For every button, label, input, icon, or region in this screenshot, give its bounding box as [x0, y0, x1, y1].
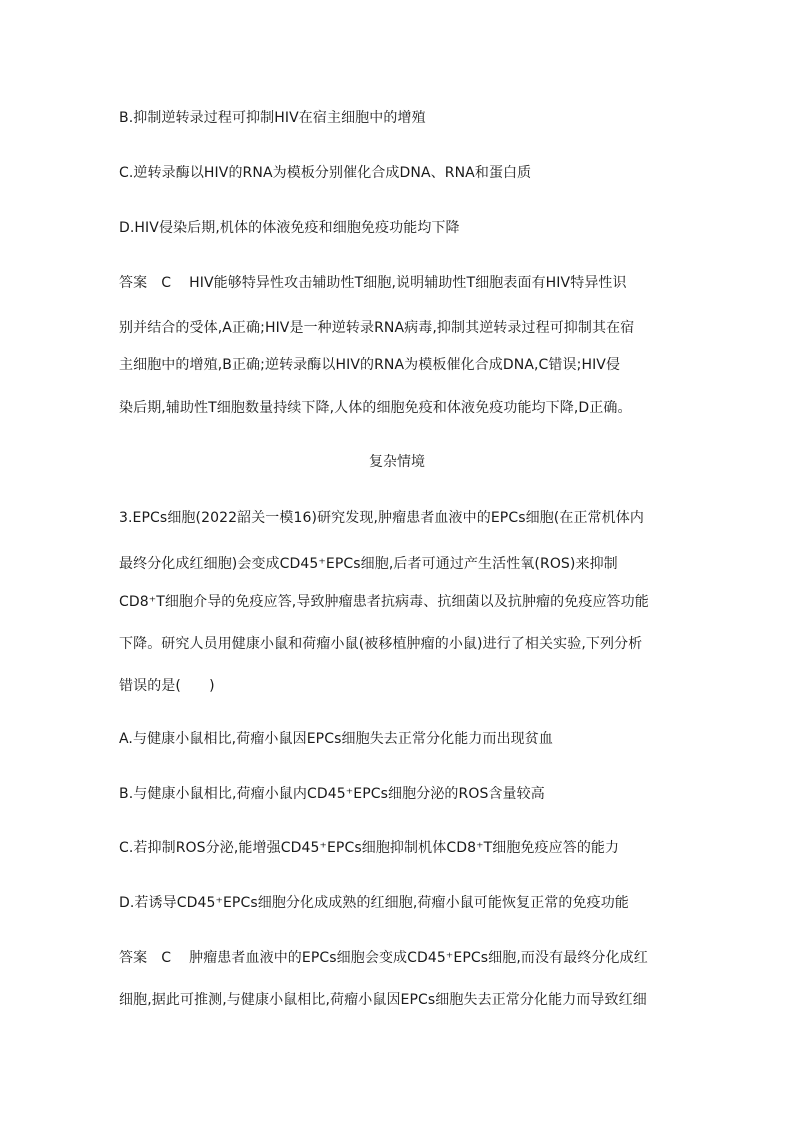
q3-option-d: D.若诱导CD45⁺EPCs细胞分化成成熟的红细胞,荷瘤小鼠可能恢复正常的免疫功能: [119, 895, 629, 911]
q3-stem-line: 3.EPCs细胞(2022韶关一模16)研究发现,肿瘤患者血液中的EPCs细胞(在正常机体内: [119, 510, 644, 526]
q3-answer-label: 答案: [119, 950, 148, 966]
q3-answer-line: [119, 948, 648, 968]
q3-stem-line: 下降。研究人员用健康小鼠和荷瘤小鼠(被移植肿瘤的小鼠)进行了相关实验,下列分析: [119, 636, 643, 652]
q3-stem-line: 错误的是( ): [119, 678, 215, 694]
q3-answer-letter: C: [161, 950, 172, 966]
q2-answer-line: [119, 273, 627, 293]
section-title: 复杂情境: [369, 454, 425, 470]
q2-explanation-line: 染后期,辅助性T细胞数量持续下降,人体的细胞免疫和体液免疫功能均下降,D正确。: [119, 400, 632, 416]
q2-answer-label: 答案: [119, 275, 148, 291]
q3-explanation-line: 细胞,据此可推测,与健康小鼠相比,荷瘤小鼠因EPCs细胞失去正常分化能力而导致红细: [119, 992, 647, 1008]
q2-answer-letter: C: [161, 275, 172, 291]
q2-explanation-line: 别并结合的受体,A正确;HIV是一种逆转录RNA病毒,抑制其逆转录过程可抑制其在宿: [119, 320, 635, 336]
q2-option-d: D.HIV侵染后期,机体的体液免疫和细胞免疫功能均下降: [119, 220, 460, 236]
q2-explanation-line: HIV能够特异性攻击辅助性T细胞,说明辅助性T细胞表面有HIV特异性识: [189, 275, 627, 291]
q3-option-a: A.与健康小鼠相比,荷瘤小鼠因EPCs细胞失去正常分化能力而出现贫血: [119, 731, 553, 747]
q3-option-c: C.若抑制ROS分泌,能增强CD45⁺EPCs细胞抑制机体CD8⁺T细胞免疫应答的能力: [119, 840, 620, 856]
q3-option-b: B.与健康小鼠相比,荷瘤小鼠内CD45⁺EPCs细胞分泌的ROS含量较高: [119, 786, 545, 802]
q2-option-c: C.逆转录酶以HIV的RNA为模板分别催化合成DNA、RNA和蛋白质: [119, 165, 532, 181]
q3-explanation-line: 肿瘤患者血液中的EPCs细胞会变成CD45⁺EPCs细胞,而没有最终分化成红: [189, 950, 648, 966]
q2-option-b: B.抑制逆转录过程可抑制HIV在宿主细胞中的增殖: [119, 110, 426, 126]
q3-stem-line: 最终分化成红细胞)会变成CD45⁺EPCs细胞,后者可通过产生活性氧(ROS)来抑制: [119, 556, 618, 572]
q3-stem-line: CD8⁺T细胞介导的免疫应答,导致肿瘤患者抗病毒、抗细菌以及抗肿瘤的免疫应答功能: [119, 594, 649, 610]
q2-explanation-line: 主细胞中的增殖,B正确;逆转录酶以HIV的RNA为模板催化合成DNA,C错误;HIV侵: [119, 357, 621, 373]
